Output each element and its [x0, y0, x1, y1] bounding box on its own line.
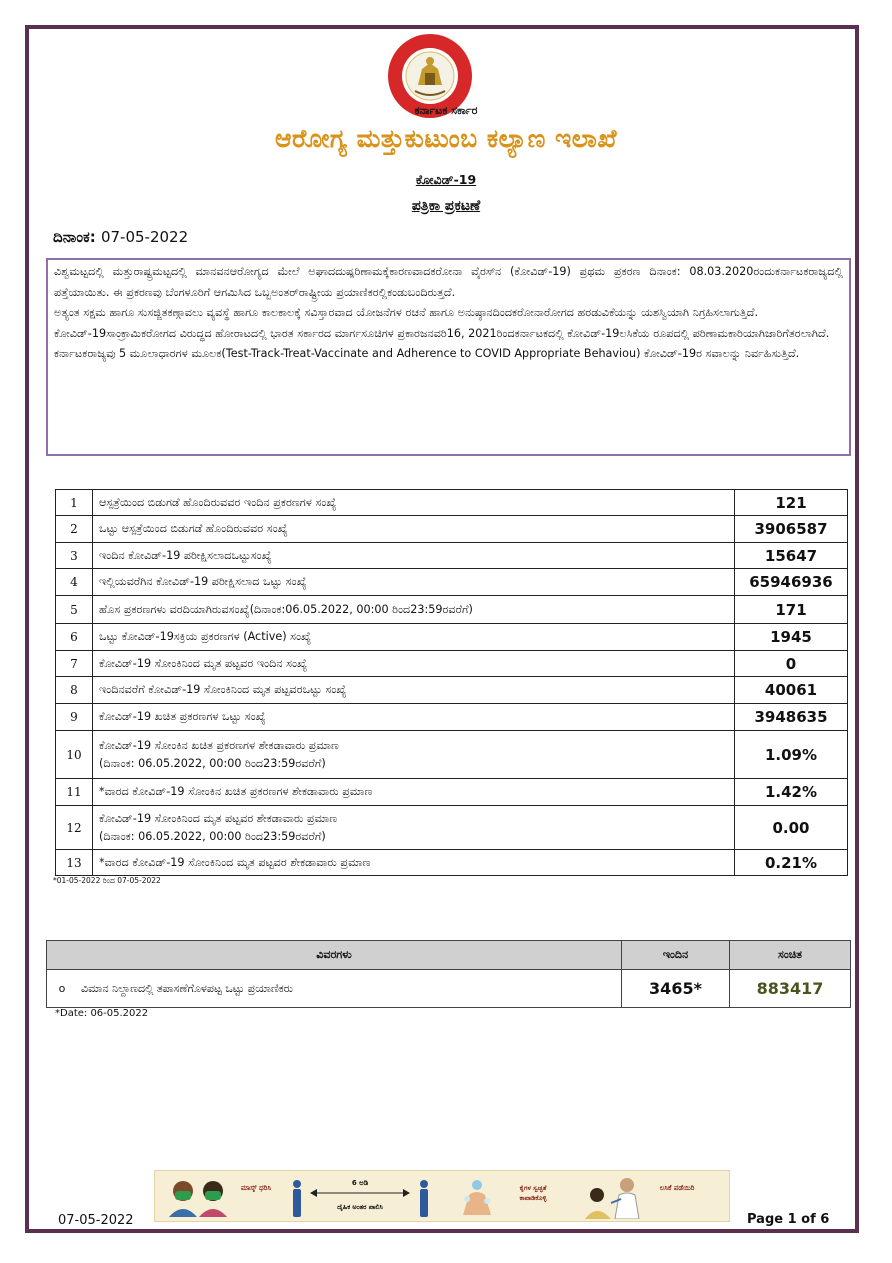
- row-label-line-1: ಒಟ್ಟು ಆಸ್ಪತ್ರೆಯಿಂದ ಬಿಡುಗಡೆ ಹೊಂದಿರುವವರ ಸಂಖ್ಯೆ: [99, 522, 288, 535]
- footer-date: 07-05-2022: [58, 1213, 134, 1228]
- row-label: [93, 596, 735, 624]
- intro-paragraph-2: ಅತ್ಯಂತ ಸಕ್ಷಮ ಹಾಗೂ ಸುಸಜ್ಜಿತಕಣ್ಗಾವಲು ವ್ಯವಸ್ಥೆ ಹಾಗೂ ಕಾಲಕಾಲಕ್ಕೆ ಸವಿಸ್ತಾರವಾದ ಯೋಜನೆಗಳ ರಚನೆ ಹಾಗೂ ಅನುಷ್ಠಾನದಿಂದಕರೋನಾರೋಗದ ಹರಡುವಿಕೆಯನ್ನು ಯಶಸ್ವಿಯಾಗಿ ನಿಗ್ರಹಿಸಲಾಗುತ್ತಿದೆ.: [54, 306, 759, 319]
- header-today: ಇಂದಿನ: [622, 941, 730, 970]
- covid-stats-table: [55, 489, 848, 876]
- page-prefix: Page: [747, 1212, 788, 1227]
- table-row: [56, 624, 848, 651]
- date-label: ದಿನಾಂಕ:: [53, 228, 96, 246]
- row-label-line-1: *ವಾರದ ಕೋವಿಡ್-19 ಸೋಂಕಿನಿಂದ ಮೃತ ಪಟ್ಟವರ ಶೇಕಡಾವಾರು ಪ್ರಮಾಣ: [99, 855, 371, 869]
- weekly-range-note: *01-05-2022 ರಿಂದ 07-05-2022: [53, 876, 161, 885]
- row-cumulative-value: 883417: [730, 970, 851, 1008]
- row-label: [93, 677, 735, 704]
- row-label-line-1: ಕೋವಿಡ್-19 ಸೋಂಕಿನಿಂದ ಮೃತ ಪಟ್ಟವರ ಇಂದಿನ ಸಂಖ್ಯೆ: [99, 656, 308, 670]
- row-label-line-1: *ವಾರದ ಕೋವಿಡ್-19 ಸೋಂಕಿನ ಖಚಿತ ಪ್ರಕರಣಗಳ ಶೇಕಡಾವಾರು ಪ್ರಮಾಣ: [99, 785, 373, 798]
- airport-screening-table: [46, 940, 851, 1008]
- hand-hygiene-label: ಕೈಗಳ ಸ್ವಚ್ಛತೆ ಕಾಪಾಡಿಕೊಳ್ಳಿ: [519, 1184, 547, 1202]
- row-label-line-1: ಕೋವಿಡ್-19 ಸೋಂಕಿನಿಂದ ಮೃತ ಪಟ್ಟವರ ಶೇಕಡಾವಾರು ಪ್ರಮಾಣ: [99, 811, 338, 825]
- row-number: 8: [56, 677, 93, 704]
- row-number: 2: [56, 516, 93, 543]
- intro-paragraph-4: ಕರ್ನಾಟಕರಾಜ್ಯವು 5 ಮೂಲಾಧಾರಗಳ ಮೂಲಕ(Test-Track-Treat-Vaccinate and Adherence to COVID Appropriate Behaviou) ಕೋವಿಡ್-19ರ ಸವಾಲನ್ನು ನಿರ್ವಹಿಸುತ್ತಿದೆ.: [54, 347, 800, 360]
- table-row: [56, 543, 848, 569]
- row-label: [93, 516, 735, 543]
- row-value: 1.42%: [735, 779, 848, 806]
- row-label-line-2: (ದಿನಾಂಕ: 06.05.2022, 00:00 ರಿಂದ23:59ರವರೆಗೆ): [99, 829, 326, 843]
- row-label: [93, 731, 735, 779]
- row-value: 3906587: [735, 516, 848, 543]
- row-label-line-1: ಇಂದಿನ ಕೋವಿಡ್-19 ಪರೀಕ್ಷಿಸಲಾದಒಟ್ಟುಸಂಖ್ಯೆ: [99, 548, 272, 562]
- department-title: ಆರೋಗ್ಯ ಮತ್ತುಕುಟುಂಬ ಕಲ್ಯಾಣ ಇಲಾಖೆ: [275, 124, 617, 153]
- government-title: ಕರ್ನಾಟಕ ಸರ್ಕಾರ: [414, 104, 478, 117]
- row-value: 0.21%: [735, 850, 848, 876]
- row-number: 11: [56, 779, 93, 806]
- row-value: 171: [735, 596, 848, 624]
- intro-box: [46, 258, 851, 456]
- header-details: ವಿವರಗಳು: [47, 941, 622, 970]
- press-release-title: ಪತ್ರಿಕಾ ಪ್ರಕಟಣೆ: [411, 198, 481, 214]
- row-number: 4: [56, 569, 93, 596]
- row-label: [93, 850, 735, 876]
- covid-appropriate-behaviour-banner: [154, 1170, 730, 1222]
- row-value: 1.09%: [735, 731, 848, 779]
- row-bullet: o: [47, 970, 78, 1008]
- distance-value: 6 ಅಡಿ: [351, 1179, 369, 1187]
- person-icon: [417, 1179, 431, 1217]
- table-row: [56, 490, 848, 516]
- table-row: [56, 779, 848, 806]
- topic-title: ಕೋವಿಡ್-19: [415, 172, 477, 187]
- table-row: [56, 651, 848, 677]
- row-label: [93, 704, 735, 731]
- table-row: [56, 516, 848, 543]
- row-value: 65946936: [735, 569, 848, 596]
- row-number: 12: [56, 806, 93, 850]
- row-today-value: 3465*: [622, 970, 730, 1008]
- distance-label: ದೈಹಿಕ ಅಂತರ ಪಾಲಿಸಿ: [337, 1203, 383, 1211]
- table-header-row: [47, 941, 851, 970]
- row-value: 0: [735, 651, 848, 677]
- date-value: 07-05-2022: [100, 228, 189, 246]
- row-label-line-1: ಕೋವಿಡ್-19 ಸೋಂಕಿನ ಖಚಿತ ಪ್ರಕರಣಗಳ ಶೇಕಡಾವಾರು ಪ್ರಮಾಣ: [99, 738, 339, 752]
- row-value: 121: [735, 490, 848, 516]
- row-label-line-2: (ದಿನಾಂಕ: 06.05.2022, 00:00 ರಿಂದ23:59ರವರೆಗೆ): [99, 756, 326, 770]
- release-date: [53, 228, 188, 246]
- row-number: 7: [56, 651, 93, 677]
- row-value: 3948635: [735, 704, 848, 731]
- row-number: 10: [56, 731, 93, 779]
- row-label: [93, 806, 735, 850]
- row-label-line-1: ಹೊಸ ಪ್ರಕರಣಗಳು ವರದಿಯಾಗಿರುವಸಂಖ್ಯೆ(ದಿನಾಂಕ:06.05.2022, 00:00 ರಿಂದ23:59ರವರೆಗೆ): [99, 602, 473, 616]
- airport-date-note: *Date: 06-05.2022: [55, 1008, 149, 1019]
- person-icon: [290, 1179, 304, 1217]
- page-current: 1: [787, 1212, 797, 1227]
- mask-people-icon: [167, 1177, 233, 1217]
- vaccination-icon: [581, 1175, 645, 1219]
- table-row: [56, 704, 848, 731]
- table-row: [56, 731, 848, 779]
- row-label: [93, 779, 735, 806]
- intro-paragraph-1: ವಿಶ್ವಮಟ್ಟದಲ್ಲಿ ಮತ್ತುರಾಷ್ಟ್ರಮಟ್ಟದಲ್ಲಿ ಮಾನವನಆರೋಗ್ಯದ ಮೇಲೆ ಅಘಾದದುಷ್ಪರಿಣಾಮಕ್ಕೆಕಾರಣವಾದಕರೋನಾ ವೈರಸ್‍ನ (ಕೋವಿಡ್-19) ಪ್ರಥಮ ಪ್ರಕರಣ ದಿನಾಂಕ: 08.03.2020ರಂದುಕರ್ನಾಟಕರಾಜ್ಯದಲ್ಲಿ ಪತ್ತೆಯಾಯಿತು. ಈ ಪ್ರಕರಣವು ಬೆಂಗಳೂರಿಗೆ ಆಗಮಿಸಿದ ಒಬ್ಬಅಂತರ್‌ರಾಷ್ಟ್ರೀಯ ಪ್ರಯಾಣಿಕರಲ್ಲಿಕಂಡುಬಂದಿರುತ್ತದೆ.: [54, 265, 843, 299]
- distance-arrow-icon: [310, 1189, 410, 1197]
- hand-wash-icon: [455, 1177, 499, 1217]
- row-label-line-1: ಆಸ್ಪತ್ರೆಯಿಂದ ಬಿಡುಗಡೆ ಹೊಂದಿರುವವರ ಇಂದಿನ ಪ್ರಕರಣಗಳ ಸಂಖ್ಯೆ: [99, 495, 337, 509]
- row-label: [93, 624, 735, 651]
- page-total: 6: [820, 1212, 830, 1227]
- row-label-line-1: ಒಟ್ಟು ಕೋವಿಡ್-19ಸಕ್ರಿಯ ಪ್ರಕರಣಗಳ (Active) ಸಂಖ್ಯೆ: [99, 630, 312, 643]
- row-value: 40061: [735, 677, 848, 704]
- header-cumulative: ಸಂಚಿತ: [730, 941, 851, 970]
- row-number: 1: [56, 490, 93, 516]
- row-label: ವಿಮಾನ ನಿಲ್ದಾಣದಲ್ಲಿ ತಪಾಸಣೆಗೊಳಪಟ್ಟ ಒಟ್ಟು ಪ್ರಯಾಣಿಕರು: [77, 970, 622, 1008]
- row-label-line-1: ಕೋವಿಡ್-19 ಖಚಿತ ಪ್ರಕರಣಗಳ ಒಟ್ಟು ಸಂಖ್ಯೆ: [99, 710, 266, 723]
- row-number: 9: [56, 704, 93, 731]
- row-value: 1945: [735, 624, 848, 651]
- row-number: 13: [56, 850, 93, 876]
- row-label: [93, 490, 735, 516]
- mask-label: ಮಾಸ್ಕ್ ಧರಿಸಿ: [240, 1184, 272, 1192]
- row-number: 6: [56, 624, 93, 651]
- table-row: [47, 970, 851, 1008]
- page-of: of: [796, 1212, 821, 1227]
- row-label: [93, 569, 735, 596]
- row-value: 0.00: [735, 806, 848, 850]
- page-number: [747, 1212, 829, 1227]
- vaccine-label: ಲಸಿಕೆ ಪಡೆಯಿರಿ: [659, 1184, 695, 1192]
- row-label: [93, 543, 735, 569]
- row-label-line-1: ಇಂದಿನವರೆಗೆ ಕೋವಿಡ್-19 ಸೋಂಕಿನಿಂದ ಮೃತ ಪಟ್ಟವರಒಟ್ಟು ಸಂಖ್ಯೆ: [99, 683, 347, 696]
- row-number: 5: [56, 596, 93, 624]
- row-value: 15647: [735, 543, 848, 569]
- table-row: [56, 596, 848, 624]
- table-row: [56, 569, 848, 596]
- table-row: [56, 806, 848, 850]
- row-label: [93, 651, 735, 677]
- row-number: 3: [56, 543, 93, 569]
- table-row: [56, 677, 848, 704]
- intro-paragraph-3: ಕೋವಿಡ್-19ಸಾಂಕ್ರಾಮಿಕರೋಗದ ವಿರುದ್ಧದ ಹೋರಾಟದಲ್ಲಿ ಭಾರತ ಸರ್ಕಾರದ ಮಾರ್ಗಸೂಚಿಗಳ ಪ್ರಕಾರಜನವರಿ16, 2021ರಿಂದಕರ್ನಾಟಕದಲ್ಲಿ ಕೋವಿಡ್-19ಲಸಿಕೆಯ ರೂಪದಲ್ಲಿ ಪರಿಣಾಮಕಾರಿಯಾಗಿಜಾರಿಗೆತರಲಾಗಿದೆ.: [54, 326, 830, 340]
- table-row: [56, 850, 848, 876]
- row-label-line-1: ಇಲ್ಲಿಯವರೆಗಿನ ಕೋವಿಡ್-19 ಪರೀಕ್ಷಿಸಲಾದ ಒಟ್ಟು ಸಂಖ್ಯೆ: [99, 575, 307, 588]
